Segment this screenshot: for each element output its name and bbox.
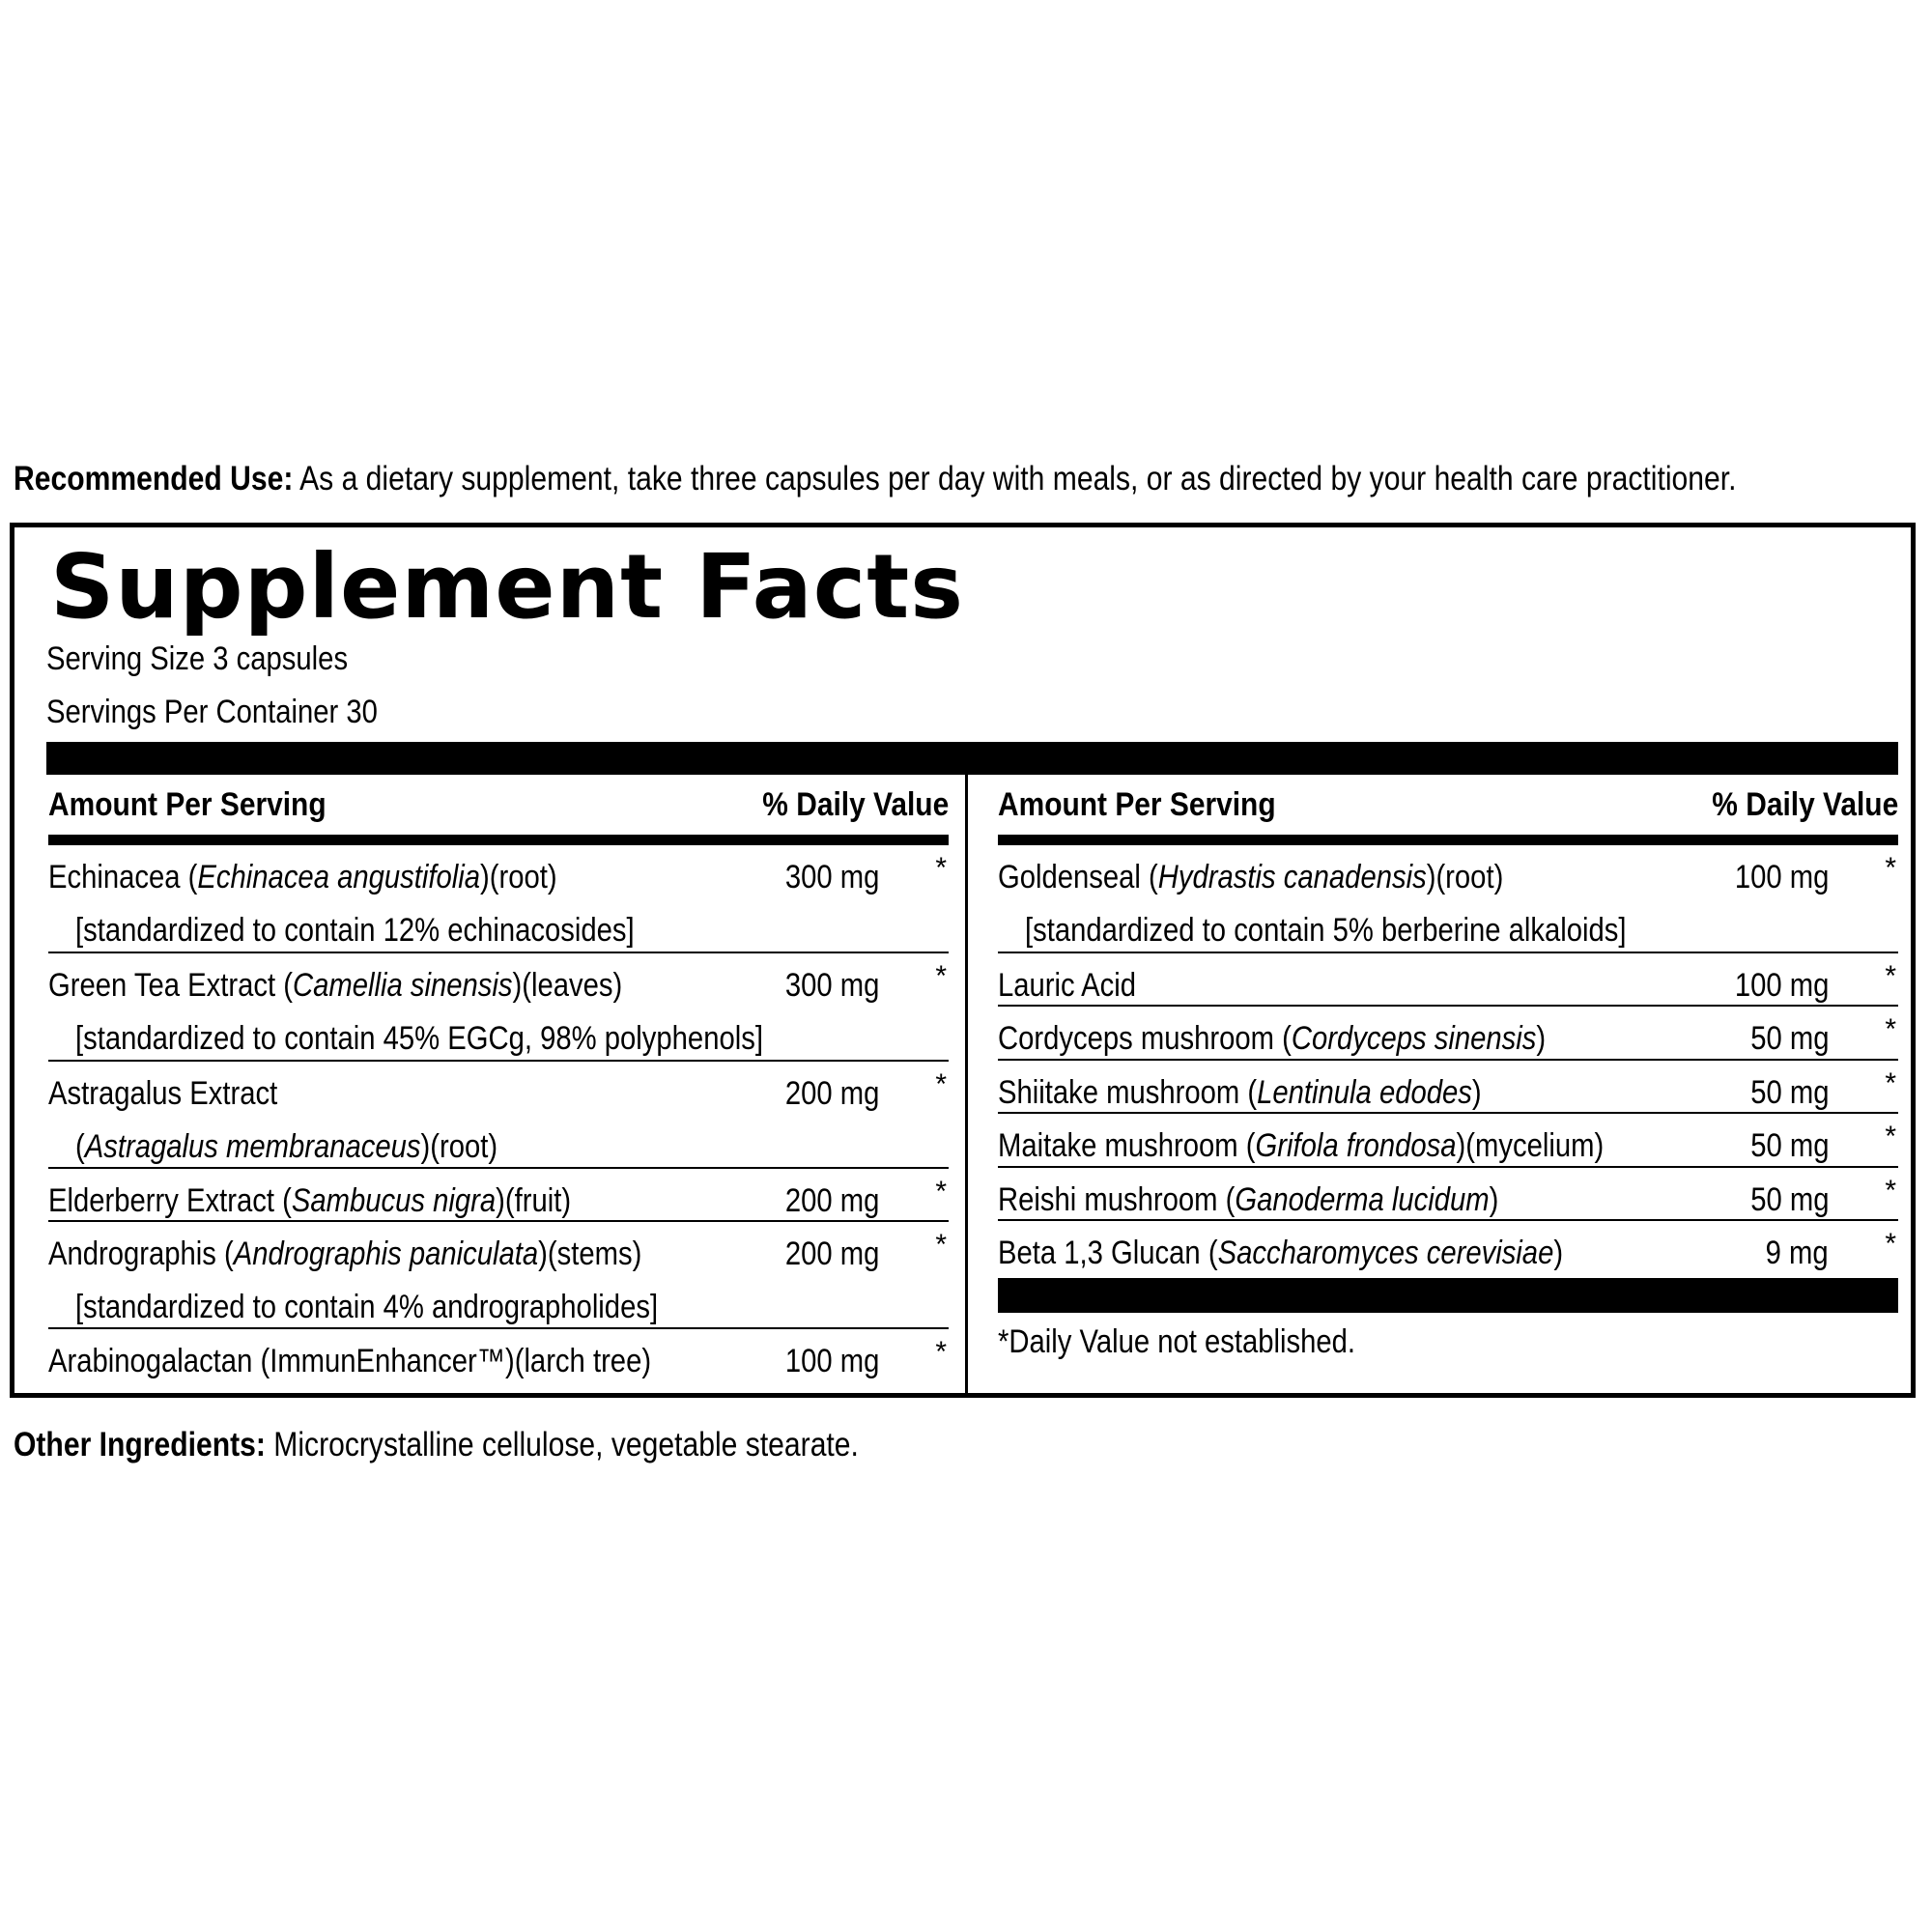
ingredient-amount: 100 mg xyxy=(784,1343,879,1379)
ingredient-name-text: Shiitake mushroom ( xyxy=(998,1074,1258,1111)
daily-value-marker: * xyxy=(1885,1121,1896,1152)
ingredient-part: )(fruit) xyxy=(496,1182,572,1219)
ingredient-part: )(root) xyxy=(420,1128,498,1165)
ingredient-latin-name: Camellia sinensis xyxy=(292,967,513,1004)
other-ingredients-label: Other Ingredients: xyxy=(14,1426,266,1463)
ingredient-name-text: Green Tea Extract ( xyxy=(48,967,293,1004)
ingredient-row xyxy=(998,1221,1898,1272)
ingredient-name-text: Lauric Acid xyxy=(998,967,1137,1004)
ingredient-row xyxy=(998,953,1898,1007)
ingredient-sub-text: [standardized to contain 5% berberine alkaloids] xyxy=(1025,912,1627,949)
bottom-divider-bar xyxy=(998,1278,1898,1313)
ingredient-name xyxy=(998,1174,1498,1227)
daily-value-marker: * xyxy=(935,852,947,884)
ingredient-name-text: Beta 1,3 Glucan ( xyxy=(998,1235,1218,1271)
ingredient-sub-text: ( xyxy=(75,1128,85,1165)
ingredient-row xyxy=(998,1168,1898,1221)
ingredient-part: ) xyxy=(1536,1020,1547,1057)
left-column xyxy=(48,775,949,1387)
ingredient-latin-name: Sambucus nigra xyxy=(291,1182,497,1219)
ingredient-standardization xyxy=(75,904,635,957)
daily-value-marker: * xyxy=(1885,1067,1896,1099)
daily-value-marker: * xyxy=(1885,1228,1896,1260)
ingredient-amount: 300 mg xyxy=(784,967,879,1004)
ingredient-name-text: Andrographis ( xyxy=(48,1236,234,1272)
ingredient-part: )(mycelium) xyxy=(1456,1127,1605,1164)
ingredient-name xyxy=(48,1228,641,1281)
top-divider-bar xyxy=(46,742,1898,775)
ingredient-standardization xyxy=(1025,904,1627,957)
ingredient-part: ) xyxy=(1471,1074,1482,1111)
daily-value-marker: * xyxy=(935,960,947,992)
supplement-facts-panel xyxy=(10,523,1916,1398)
ingredient-amount: 50 mg xyxy=(1749,1020,1829,1057)
ingredient-latin-name: Grifola frondosa xyxy=(1255,1127,1457,1164)
ingredient-amount: 50 mg xyxy=(1749,1127,1829,1164)
ingredient-row xyxy=(998,1114,1898,1168)
ingredient-name-text: Elderberry Extract ( xyxy=(48,1182,292,1219)
ingredient-name-text: Astragalus Extract xyxy=(48,1075,278,1112)
header-daily-value: % Daily Value xyxy=(1712,786,1898,823)
ingredient-latin-name: Andrographis paniculata xyxy=(233,1236,539,1272)
header-daily-value: % Daily Value xyxy=(762,786,949,823)
ingredient-name xyxy=(998,1066,1482,1120)
header-amount-per-serving: Amount Per Serving xyxy=(998,786,1276,823)
ingredient-amount: 100 mg xyxy=(1734,859,1829,895)
ingredient-row xyxy=(48,1222,949,1329)
ingredient-name-text: Reishi mushroom ( xyxy=(998,1181,1236,1218)
daily-value-marker: * xyxy=(935,1176,947,1208)
ingredient-row xyxy=(998,1061,1898,1114)
ingredient-name xyxy=(998,851,1503,904)
other-ingredients-text: Microcrystalline cellulose, vegetable stearate. xyxy=(265,1426,859,1463)
ingredient-name xyxy=(48,1335,651,1388)
ingredient-latin-name: Echinacea angustifolia xyxy=(197,859,481,895)
ingredient-row xyxy=(48,1169,949,1222)
facts-title: Supplement Facts xyxy=(50,535,964,639)
right-column xyxy=(998,775,1898,1371)
ingredient-name xyxy=(48,959,622,1012)
ingredient-name-text: Cordyceps mushroom ( xyxy=(998,1020,1292,1057)
ingredient-amount: 200 mg xyxy=(784,1075,879,1112)
ingredient-amount: 50 mg xyxy=(1749,1074,1829,1111)
ingredient-part: ) xyxy=(1553,1235,1564,1271)
left-ingredient-rows xyxy=(48,845,949,1387)
ingredient-amount: 9 mg xyxy=(1765,1235,1829,1271)
ingredient-part: ) xyxy=(1489,1181,1499,1218)
daily-value-marker: * xyxy=(935,1336,947,1368)
column-divider xyxy=(965,775,968,1393)
ingredient-latin-name: Ganoderma lucidum xyxy=(1235,1181,1490,1218)
ingredient-name xyxy=(998,1227,1563,1280)
ingredient-row xyxy=(48,953,949,1062)
ingredient-latin-name: Saccharomyces cerevisiae xyxy=(1217,1235,1554,1271)
header-rule xyxy=(48,835,949,845)
ingredient-row xyxy=(48,845,949,953)
ingredient-name xyxy=(48,851,557,904)
servings-per-container: Servings Per Container 30 xyxy=(46,694,378,730)
ingredient-name xyxy=(998,1012,1546,1065)
ingredient-sub-text: [standardized to contain 12% echinacosides] xyxy=(75,912,635,949)
ingredient-standardization xyxy=(75,1012,763,1065)
ingredient-amount: 200 mg xyxy=(784,1236,879,1272)
ingredient-row xyxy=(48,1329,949,1387)
ingredient-amount: 50 mg xyxy=(1749,1181,1829,1218)
ingredient-latin-name: Hydrastis canadensis xyxy=(1157,859,1427,895)
serving-size: Serving Size 3 capsules xyxy=(46,640,349,677)
ingredient-name-text: Goldenseal ( xyxy=(998,859,1158,895)
daily-value-marker: * xyxy=(1885,1013,1896,1045)
recommended-use xyxy=(14,454,1737,504)
ingredient-latin-name: Cordyceps sinensis xyxy=(1291,1020,1537,1057)
recommended-use-label: Recommended Use: xyxy=(14,460,294,497)
ingredient-standardization xyxy=(75,1281,658,1334)
ingredient-sub-text: [standardized to contain 4% andrographolides] xyxy=(75,1289,659,1325)
daily-value-footnote: *Daily Value not established. xyxy=(998,1323,1356,1360)
ingredient-part: )(root) xyxy=(1426,859,1504,895)
ingredient-part: )(stems) xyxy=(538,1236,642,1272)
ingredient-name-text: Echinacea ( xyxy=(48,859,198,895)
ingredient-latin-name: Astragalus membranaceus xyxy=(84,1128,421,1165)
header-amount-per-serving: Amount Per Serving xyxy=(48,786,327,823)
daily-value-marker: * xyxy=(1885,960,1896,992)
daily-value-marker: * xyxy=(935,1229,947,1261)
ingredient-row xyxy=(998,845,1898,953)
ingredient-name xyxy=(998,1120,1604,1173)
ingredient-row xyxy=(998,1007,1898,1061)
ingredient-latin-name: Lentinula edodes xyxy=(1257,1074,1472,1111)
daily-value-marker: * xyxy=(935,1068,947,1100)
header-rule xyxy=(998,835,1898,845)
ingredient-amount: 100 mg xyxy=(1734,967,1829,1004)
ingredient-name xyxy=(48,1067,277,1121)
recommended-use-text: As a dietary supplement, take three capsules per day with meals, or as directed by your health care practitioner. xyxy=(293,460,1737,497)
right-column-header xyxy=(998,775,1898,835)
other-ingredients xyxy=(14,1420,1650,1470)
ingredient-name-text: Arabinogalactan (ImmunEnhancer™)(larch tree) xyxy=(48,1343,652,1379)
ingredient-row xyxy=(48,1062,949,1169)
ingredient-amount: 200 mg xyxy=(784,1182,879,1219)
ingredient-amount: 300 mg xyxy=(784,859,879,895)
ingredient-part: )(root) xyxy=(480,859,557,895)
ingredient-standardization xyxy=(75,1121,497,1174)
left-column-header xyxy=(48,775,949,835)
daily-value-marker: * xyxy=(1885,1175,1896,1207)
ingredient-sub-text: [standardized to contain 45% EGCg, 98% polyphenols] xyxy=(75,1020,763,1057)
right-ingredient-rows xyxy=(998,845,1898,1272)
ingredient-name-text: Maitake mushroom ( xyxy=(998,1127,1256,1164)
ingredient-name xyxy=(998,959,1136,1012)
ingredient-part: )(leaves) xyxy=(512,967,623,1004)
ingredient-name xyxy=(48,1175,571,1228)
daily-value-marker: * xyxy=(1885,852,1896,884)
